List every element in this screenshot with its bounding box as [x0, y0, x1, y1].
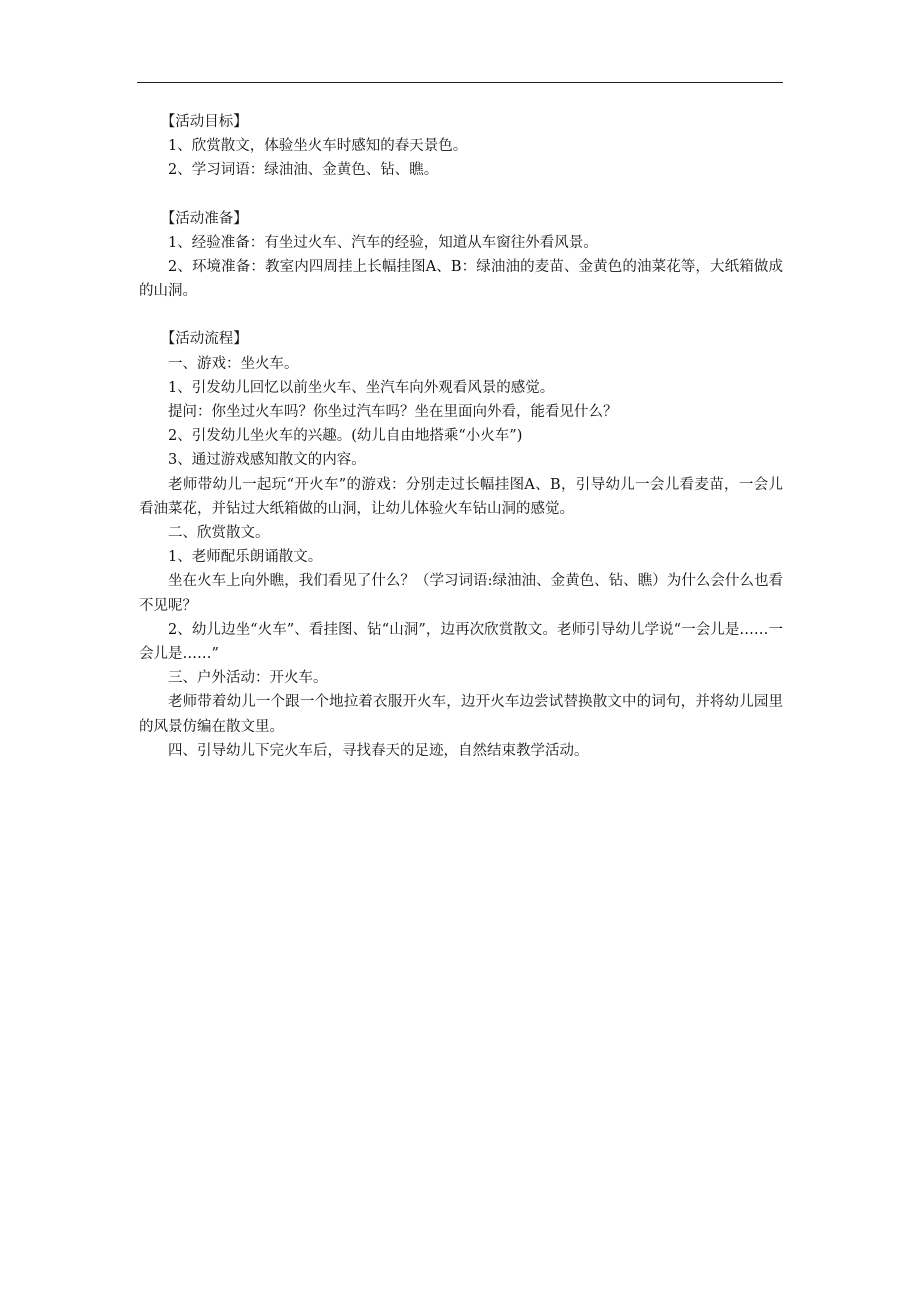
paragraph: 老师带幼儿一起玩“开火车”的游戏：分别走过长幅挂图A、B，引导幼儿一会儿看麦苗，一会儿看油菜花，并钻过大纸箱做的山洞，让幼儿体验火车钻山洞的感觉。: [139, 476, 783, 517]
paragraph: 1、引发幼儿回忆以前坐火车、坐汽车向外观看风景的感觉。: [168, 379, 555, 396]
paragraph: 2、学习词语：绿油油、金黄色、钻、瞧。: [168, 162, 439, 179]
header-rule: [137, 82, 783, 83]
paragraph: 1、老师配乐朗诵散文。: [168, 549, 323, 566]
document-body: [139, 110, 783, 763]
paragraph: 坐在火车上向外瞧，我们看见了什么？（学习词语:绿油油、金黄色、钻、瞧）为什么会什么也看不见呢？: [139, 573, 783, 614]
paragraph: 四、引导幼儿下完火车后，寻找春天的足迹，自然结束教学活动。: [168, 742, 589, 759]
section-heading: 【活动流程】: [160, 331, 248, 348]
paragraph: 2、环境准备：教室内四周挂上长幅挂图A、B：绿油油的麦苗、金黄色的油菜花等，大纸箱做成的山洞。: [139, 259, 783, 300]
paragraph: 2、引发幼儿坐火车的兴趣。(幼儿自由地搭乘“小火车”): [168, 428, 523, 445]
section-activity-preparation: [139, 207, 783, 304]
section-spacer: [139, 303, 783, 327]
paragraph: 3、通过游戏感知散文的内容。: [168, 452, 366, 469]
section-heading: 【活动准备】: [160, 210, 248, 227]
paragraph: 2、幼儿边坐“火车”、看挂图、钻“山洞”，边再次欣赏散文。老师引导幼儿学说“一会儿是……一会儿是……”: [139, 621, 783, 663]
paragraph: 提问：你坐过火车吗？你坐过汽车吗？坐在里面向外看，能看见什么？: [168, 404, 618, 421]
paragraph: 1、经验准备：有坐过火车、汽车的经验，知道从车窗往外看风景。: [168, 234, 598, 251]
paragraph: 三、户外活动：开火车。: [168, 670, 328, 687]
paragraph: 一、游戏：坐火车。: [168, 355, 299, 372]
section-heading: 【活动目标】: [160, 114, 248, 130]
paragraph: 老师带着幼儿一个跟一个地拉着衣服开火车，边开火车边尝试替换散文中的词句，并将幼儿园里的风景仿编在散文里。: [139, 694, 783, 735]
section-activity-process: [139, 327, 783, 763]
section-activity-goals: [139, 110, 783, 183]
section-spacer: [139, 183, 783, 207]
paragraph: 1、欣赏散文，体验坐火车时感知的春天景色。: [168, 138, 468, 155]
paragraph: 二、欣赏散文。: [168, 525, 270, 542]
